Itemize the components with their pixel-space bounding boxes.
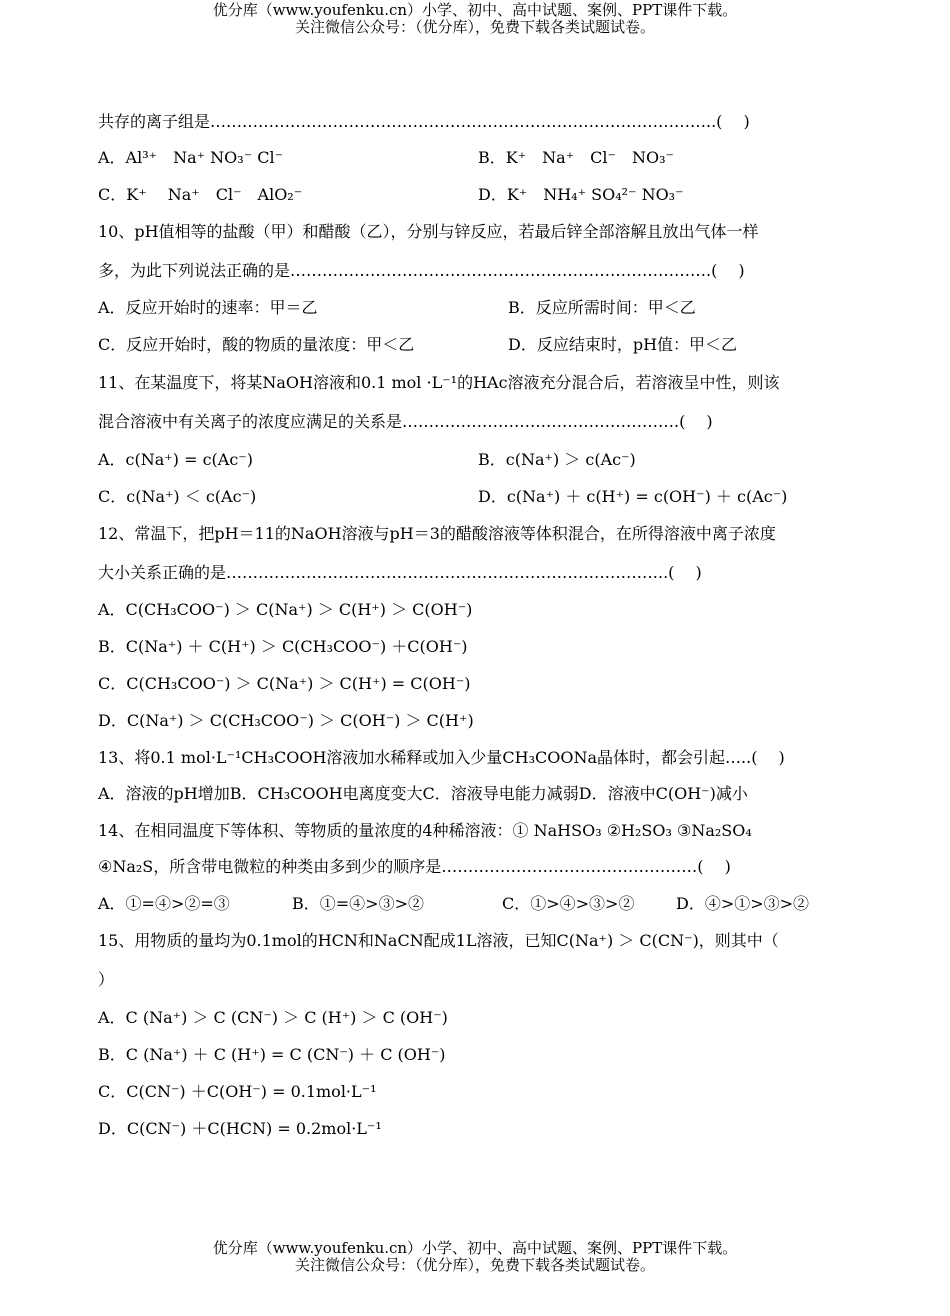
q10-stem-2: 多，为此下列说法正确的是…………………………………………………………………….( ) [98, 261, 745, 280]
q9-stem: 共存的离子组是…………………………………………………………………………………..( ) [98, 112, 750, 131]
q11-option-d: D．c(Na⁺) ＋ c(H⁺) = c(OH⁻) ＋ c(Ac⁻) [478, 487, 788, 506]
q14-option-a: A．①=④>②=③ [98, 894, 230, 913]
q13-stem: 13、将0.1 mol·L⁻¹CH₃COOH溶液加水稀释或加入少量CH₃COONa晶体时，都会引起…..( ) [98, 748, 785, 767]
q15-option-b: B．C (Na⁺) ＋ C (H⁺) = C (CN⁻) ＋ C (OH⁻) [98, 1045, 446, 1064]
q12-option-a: A．C(CH₃COO⁻) ＞ C(Na⁺) ＞ C(H⁺) ＞ C(OH⁻) [98, 600, 473, 619]
q12-stem-2: 大小关系正确的是………………………………………………………………………..( ) [98, 563, 702, 582]
q14-option-b: B．①=④>③>② [292, 894, 424, 913]
q15-option-c: C．C(CN⁻) ＋C(OH⁻) = 0.1mol·L⁻¹ [98, 1082, 377, 1101]
q10-option-c: C．反应开始时，酸的物质的量浓度：甲＜乙 [98, 335, 415, 354]
q15-stem-2: ） [98, 970, 115, 989]
q12-option-b: B．C(Na⁺) ＋ C(H⁺) ＞ C(CH₃COO⁻) ＋C(OH⁻) [98, 637, 468, 656]
q13-options: A．溶液的pH增加B．CH₃COOH电离度变大C．溶液导电能力减弱D．溶液中C(OH⁻)减小 [98, 784, 748, 803]
q12-stem-1: 12、常温下，把pH＝11的NaOH溶液与pH＝3的醋酸溶液等体积混合，在所得溶液中离子浓度 [98, 524, 776, 543]
q15-stem-1: 15、用物质的量均为0.1mol的HCN和NaCN配成1L溶液，已知C(Na⁺) ＞ C(CN⁻)，则其中（ [98, 931, 779, 950]
q14-stem-2: ④Na₂S，所含带电微粒的种类由多到少的顺序是…………………………………………( ) [98, 857, 731, 876]
q15-option-d: D．C(CN⁻) ＋C(HCN) = 0.2mol·L⁻¹ [98, 1119, 382, 1138]
q9-option-d: D．K⁺ NH₄⁺ SO₄²⁻ NO₃⁻ [478, 185, 684, 204]
q9-option-b: B．K⁺ Na⁺ Cl⁻ NO₃⁻ [478, 148, 674, 167]
footer-line-1: 优分库（www.youfenku.cn）小学、初中、高中试题、案例、PPT课件下载。 [212, 1239, 738, 1257]
q11-option-b: B．c(Na⁺) ＞ c(Ac⁻) [478, 450, 636, 469]
q11-option-a: A．c(Na⁺) = c(Ac⁻) [98, 450, 253, 469]
q12-option-c: C．C(CH₃COO⁻) ＞ C(Na⁺) ＞ C(H⁺) = C(OH⁻) [98, 674, 471, 693]
q11-stem-1: 11、在某温度下，将某NaOH溶液和0.1 mol ·L⁻¹的HAc溶液充分混合后，若溶液呈中性，则该 [98, 373, 780, 392]
header-line-2: 关注微信公众号：（优分库），免费下载各类试题试卷。 [294, 18, 655, 36]
q10-stem-1: 10、pH值相等的盐酸（甲）和醋酸（乙），分别与锌反应，若最后锌全部溶解且放出气体一样 [98, 222, 759, 241]
q14-stem-1: 14、在相同温度下等体积、等物质的量浓度的4种稀溶液：① NaHSO₃ ②H₂SO₃ ③Na₂SO₄ [98, 821, 752, 840]
q10-option-d: D．反应结束时，pH值：甲＜乙 [508, 335, 738, 354]
q11-stem-2: 混合溶液中有关离子的浓度应满足的关系是…………………………………………….( ) [98, 412, 713, 431]
q14-option-d: D．④>①>③>② [676, 894, 810, 913]
footer-line-2: 关注微信公众号：（优分库），免费下载各类试题试卷。 [294, 1256, 655, 1274]
q14-option-c: C．①>④>③>② [502, 894, 635, 913]
q10-option-b: B．反应所需时间：甲＜乙 [508, 298, 696, 317]
header-line-1: 优分库（www.youfenku.cn）小学、初中、高中试题、案例、PPT课件下载。 [212, 1, 738, 19]
q9-option-c: C．K⁺ Na⁺ Cl⁻ AlO₂⁻ [98, 185, 303, 204]
page-footer [0, 1240, 950, 1274]
q15-option-a: A．C (Na⁺) ＞ C (CN⁻) ＞ C (H⁺) ＞ C (OH⁻) [98, 1008, 448, 1027]
q12-option-d: D．C(Na⁺) ＞ C(CH₃COO⁻) ＞ C(OH⁻) ＞ C(H⁺) [98, 711, 474, 730]
q10-option-a: A．反应开始时的速率：甲＝乙 [98, 298, 318, 317]
q9-option-a: A．Al³⁺ Na⁺ NO₃⁻ Cl⁻ [98, 148, 284, 167]
page-header [0, 2, 950, 36]
q11-option-c: C．c(Na⁺) ＜ c(Ac⁻) [98, 487, 257, 506]
